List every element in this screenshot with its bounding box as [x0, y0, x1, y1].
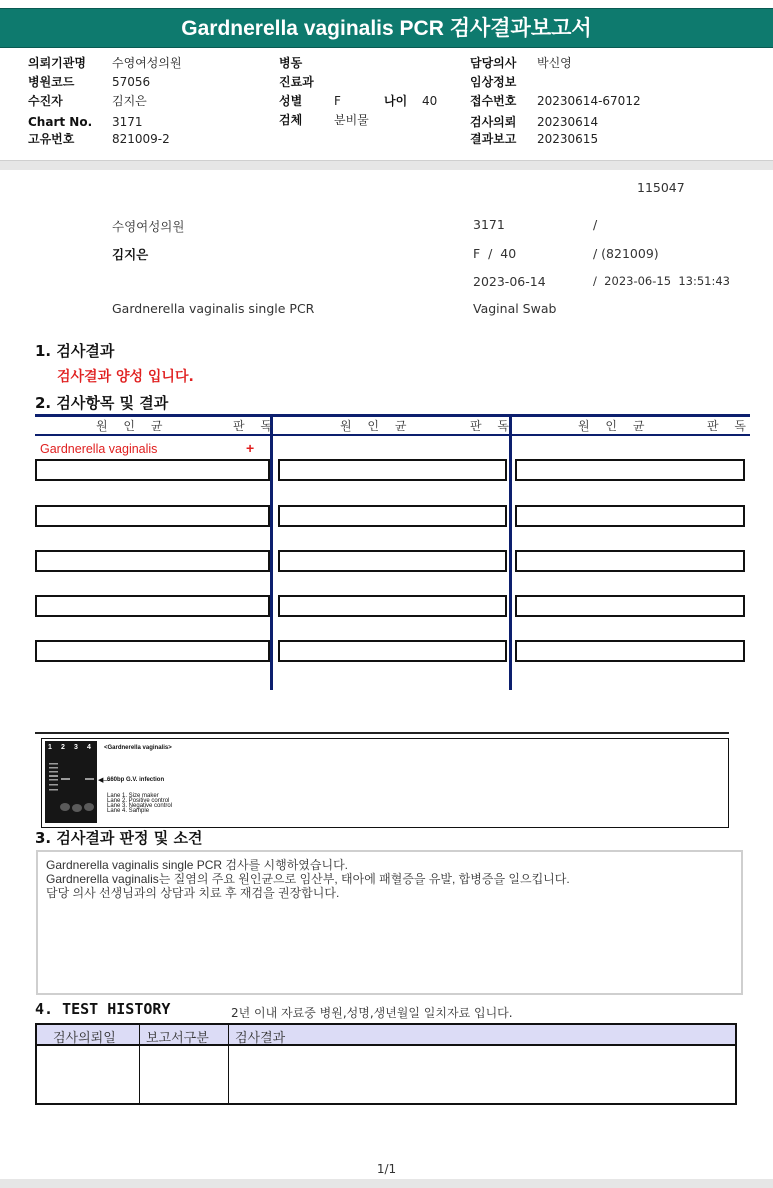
history-table-header [37, 1025, 735, 1046]
gel-lane-label: 4 [87, 744, 91, 751]
opinion-box [36, 850, 743, 995]
results-grid-header-border [35, 434, 750, 436]
doc-slash: / [593, 217, 598, 232]
history-col-divider [139, 1025, 140, 1103]
value-clinic: 수영여성의원 [112, 56, 182, 70]
history-note: 2년 이내 자료중 병원,성명,생년월일 일치자료 입니다. [231, 1006, 513, 1020]
results-grid-divider [509, 414, 512, 690]
label-hospital-code: 병원코드 [28, 75, 75, 89]
history-header-result: 검사결과 [235, 1031, 286, 1046]
label-specimen: 검체 [279, 113, 303, 127]
value-receipt-no: 20230614-67012 [537, 94, 641, 108]
result-cell [515, 459, 745, 481]
label-chart-no: Chart No. [28, 115, 93, 129]
footer-bar [0, 1179, 773, 1188]
section1-title: 1. 검사결과 [35, 342, 115, 360]
doc-specimen: Vaginal Swab [473, 301, 557, 316]
section3-title: 3. 검사결과 판정 및 소견 [35, 829, 203, 847]
label-patient: 수진자 [28, 94, 63, 108]
label-receipt-no: 접수번호 [470, 94, 517, 108]
result-cell [278, 550, 507, 572]
value-request-date: 20230614 [537, 115, 599, 129]
gel-top-rule [35, 732, 729, 734]
results-grid-divider [270, 414, 273, 690]
result-cell [515, 505, 745, 527]
gel-legend-line: Lane 3. Negative control [107, 803, 173, 809]
history-header-report-type: 보고서구분 [146, 1031, 209, 1046]
value-sex: F [334, 94, 341, 108]
gel-legend-line: Lane 4. Sample [107, 808, 150, 814]
value-unique-no: 821009-2 [112, 132, 170, 146]
gel-electrophoresis-image [45, 741, 97, 823]
history-col-divider [228, 1025, 229, 1103]
col-header-pathogen: 원 인 균 [96, 419, 169, 433]
gel-image-frame [41, 738, 729, 828]
value-hospital-code: 57056 [112, 75, 151, 89]
result-cell [35, 595, 270, 617]
value-chart-no: 3171 [112, 115, 143, 129]
gel-band-label: 660bp G.V. infection [107, 777, 165, 783]
result-cell [278, 640, 507, 662]
opinion-line: 담당 의사 선생님과의 상담과 치료 후 재검을 권장합니다. [46, 886, 340, 900]
label-request-date: 검사의뢰 [470, 115, 517, 129]
result-cell [35, 505, 270, 527]
doc-report-datetime: / 2023-06-15 13:51:43 [593, 274, 730, 288]
label-clinical-info: 임상정보 [470, 75, 517, 89]
document-number: 115047 [637, 180, 685, 195]
gel-legend-line: Lane 1. Size maker [107, 793, 159, 799]
col-header-reading: 판 독 [233, 419, 278, 433]
result-cell [35, 459, 270, 481]
result-cell [515, 640, 745, 662]
history-table [35, 1023, 737, 1105]
label-sex: 성별 [279, 94, 303, 108]
col-header-reading: 판 독 [470, 419, 515, 433]
pathogen-name: Gardnerella vaginalis [40, 442, 158, 456]
history-header-request-date: 검사의뢰일 [53, 1031, 116, 1046]
gel-heading: <Gardnerella vaginalis> [104, 745, 172, 751]
label-department: 진료과 [279, 75, 314, 89]
doc-request-date: 2023-06-14 [473, 274, 546, 289]
label-clinic: 의뢰기관명 [28, 56, 86, 70]
header-separator [0, 160, 773, 170]
value-specimen: 분비물 [334, 113, 369, 127]
result-cell [278, 505, 507, 527]
doc-patient: 김지은 [112, 247, 149, 262]
doc-sex-age: F / 40 [473, 246, 517, 261]
opinion-line: Gardnerella vaginalis는 질염의 주요 원인균으로 임산부, 태아에 패혈증을 유발, 합병증을 일으킵니다. [46, 872, 570, 886]
col-header-pathogen: 원 인 균 [578, 419, 651, 433]
col-header-reading: 판 독 [707, 419, 752, 433]
result-cell [35, 640, 270, 662]
pathogen-result: + [246, 440, 255, 456]
section4-title: 4. TEST HISTORY [35, 1000, 171, 1018]
col-header-pathogen: 원 인 균 [340, 419, 413, 433]
value-doctor: 박신영 [537, 56, 572, 70]
doc-test-name: Gardnerella vaginalis single PCR [112, 301, 315, 316]
gel-lane-label: 3 [74, 744, 78, 751]
label-report-date: 결과보고 [470, 132, 517, 146]
positive-result-text: 검사결과 양성 입니다. [57, 369, 194, 385]
value-report-date: 20230615 [537, 132, 599, 146]
gel-lane-label: 1 [48, 744, 52, 751]
page-number: 1/1 [376, 1162, 397, 1176]
doc-chart: 3171 [473, 217, 505, 232]
report-title: Gardnerella vaginalis PCR 검사결과보고서 [0, 8, 773, 48]
label-unique-no: 고유번호 [28, 132, 75, 146]
result-cell [515, 550, 745, 572]
doc-birth: / (821009) [593, 246, 659, 261]
label-doctor: 담당의사 [470, 56, 517, 70]
value-age: 40 [422, 94, 438, 108]
gel-lane-label: 2 [61, 744, 65, 751]
gel-image-graphic [45, 741, 97, 823]
gel-legend-line: Lane 2. Positive control [107, 798, 170, 804]
gel-arrow-icon: ◀— [98, 777, 111, 784]
label-age: 나이 [384, 94, 408, 108]
doc-clinic: 수영여성의원 [112, 219, 185, 234]
value-patient: 김지은 [112, 94, 147, 108]
label-ward: 병동 [279, 56, 303, 70]
result-cell [515, 595, 745, 617]
result-cell [278, 595, 507, 617]
result-cell [278, 459, 507, 481]
result-cell [35, 550, 270, 572]
section2-title: 2. 검사항목 및 결과 [35, 394, 169, 412]
opinion-line: Gardnerella vaginalis single PCR 검사를 시행하였습니다. [46, 858, 349, 872]
header-info [0, 0, 773, 160]
